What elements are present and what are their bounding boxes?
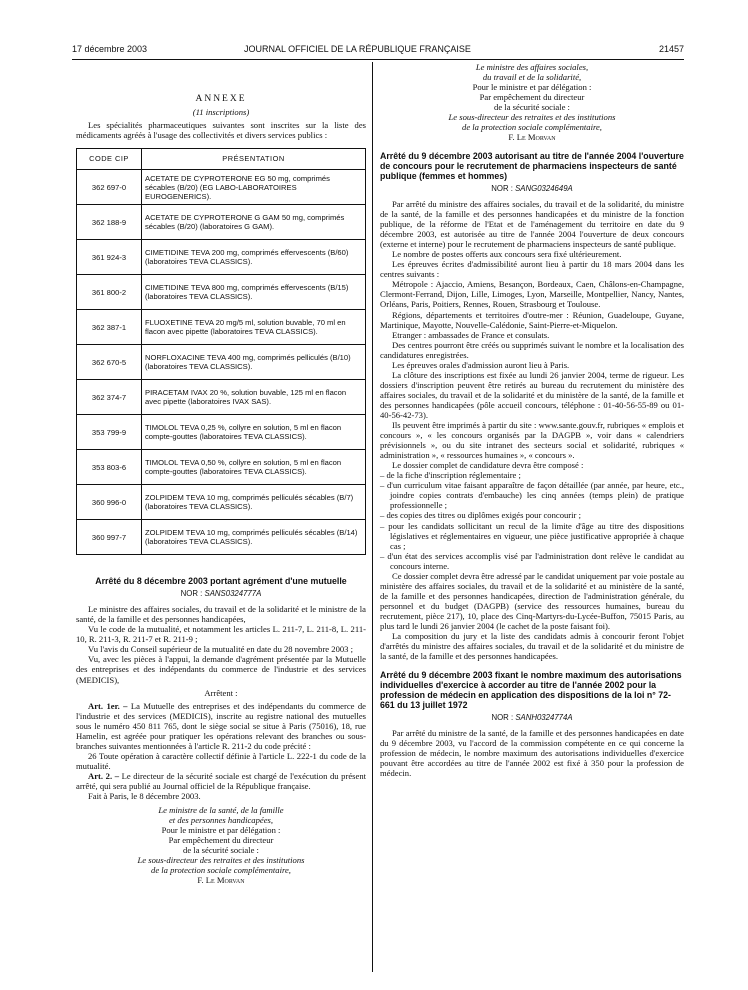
annexe-intro: Les spécialités pharmaceutiques suivantes sont inscrites sur la liste des médicaments agréés à l'usage des collectivités et divers services publics :: [76, 120, 366, 141]
article-1: [76, 701, 366, 751]
list-item: – des copies des titres ou diplômes exigés pour concourir ;: [380, 510, 581, 521]
fait-a-paris: Fait à Paris, le 8 décembre 2003.: [88, 791, 201, 802]
table-row: [77, 485, 366, 520]
arrete-2-paragraph: La clôture des inscriptions est fixée au lundi 26 janvier 2004, terme de rigueur. Les dossiers d'inscription peuvent être retirés au bureau du recrutement du ministère des affaires sociales, du travail et de la solidarité et du ministère de la santé, de la famille et des personnes handicapées (pôle accueil concours, téléphone : 01-40-56-55-89 ou 01-40-56-42-73).: [380, 369, 684, 420]
arrete-2-paragraph: Par arrêté du ministre des affaires sociales, du travail et de la solidarité, du ministre de la santé, de la famille et des personnes handicapées et du ministre de la fonction publique, de la réforme de l'Etat et de l'aménagement du territoire en date du 9 décembre 2003, est autorisée au titre de l'année 2004 l'ouverture de deux concours (externe et interne) pour le recrutement de pharmaciens inspecteurs de santé publique.: [380, 199, 684, 250]
table-row: [77, 415, 366, 450]
list-item: – d'un état des services accomplis visé par l'administration dont relève le candidat au concours interne.: [380, 550, 684, 571]
header-page-number: 21457: [658, 44, 684, 54]
page-header: [72, 44, 684, 56]
list-item: – de la fiche d'inscription réglementaire ;: [380, 470, 521, 481]
arrete-1-paragraph: Vu le code de la mutualité, et notamment les articles L. 211-7, L. 211-8, L. 211-10, R. 211-3, R. 211-7 et R. 211-9 ;: [76, 624, 366, 645]
nor-label: NOR :: [491, 712, 514, 722]
nor-label: NOR :: [180, 589, 203, 599]
annexe-title: ANNEXE: [195, 94, 247, 104]
table-row: [77, 450, 366, 485]
arretent-label: Arrêtent :: [204, 687, 238, 698]
arrete-2-paragraph: Etranger : ambassades de France et consulats.: [392, 329, 550, 340]
signature-block-top: [380, 62, 684, 142]
cip-presentation: CIMETIDINE TEVA 800 mg, comprimés effervescents (B/15) (laboratoires TEVA CLASSICS).: [142, 275, 366, 310]
cip-presentation: FLUOXETINE TEVA 20 mg/5 ml, solution buvable, 70 ml en flacon avec pipette (laboratoires TEVA CLASSICS).: [142, 310, 366, 345]
cip-table-header: [77, 149, 366, 170]
signature-line: de la protection sociale complémentaire,: [151, 865, 291, 876]
cip-code: 353 799-9: [77, 415, 142, 450]
arrete-2-paragraph: Ils peuvent être imprimés à partir du site : www.sante.gouv.fr, rubriques « emplois et concours », « les concours organisés par la DAGPB », voir dans « calendriers prévisionnels », ou du site intranet des secteurs social et solidarité, rubriques « administration », « ressources humaines », « concours ».: [380, 420, 684, 461]
signature-line: de la sécurité sociale :: [183, 845, 259, 856]
cip-code: 362 387-1: [77, 310, 142, 345]
arrete-1-title: Arrêté du 8 décembre 2003 portant agrément d'une mutuelle: [95, 576, 347, 587]
column-header-presentation: PRÉSENTATION: [142, 149, 366, 170]
cip-code: 362 670-5: [77, 345, 142, 380]
cip-presentation: ZOLPIDEM TEVA 10 mg, comprimés pelliculés sécables (B/14) (laboratoires TEVA CLASSICS).: [142, 520, 366, 555]
cip-presentation: ZOLPIDEM TEVA 10 mg, comprimés pelliculés sécables (B/7) (laboratoires TEVA CLASSICS).: [142, 485, 366, 520]
table-row: [77, 380, 366, 415]
article-1-label: Art. 1er. –: [88, 700, 128, 711]
signature-line: du travail et de la solidarité,: [482, 72, 582, 83]
signature-line: Par empêchement du directeur: [479, 92, 585, 103]
signature-line: Pour le ministre et par délégation :: [161, 825, 281, 836]
cip-code: 353 803-6: [77, 450, 142, 485]
article-1-branch: 26 Toute opération à caractère collectif définie à l'article L. 222-1 du code de la mutualité.: [76, 750, 366, 771]
table-row: [77, 520, 366, 555]
column-divider: [372, 62, 373, 972]
signature-line: Le ministre de la santé, de la famille: [158, 805, 284, 816]
arrete-2-paragraph: La composition du jury et la liste des candidats admis à concourir feront l'objet d'arrêtés du ministre des affaires sociales, du travail et de la solidarité et du ministre de la santé, de la famille et des personnes handicapées.: [380, 631, 684, 662]
cip-presentation: NORFLOXACINE TEVA 400 mg, comprimés pelliculés (B/10) (laboratoires TEVA CLASSICS).: [142, 345, 366, 380]
nor-code: SANH0324774A: [515, 712, 573, 722]
arrete-2-paragraph: Le dossier complet de candidature devra être composé :: [392, 460, 584, 471]
cip-presentation: TIMOLOL TEVA 0,50 %, collyre en solution, 5 ml en flacon compte-gouttes (laboratoires TEVA CLASSICS).: [142, 450, 366, 485]
arrete-3-title: Arrêté du 9 décembre 2003 fixant le nombre maximum des autorisations individuelles d'exercice à accorder au titre de l'année 2002 pour la profession de médecin en application des dispositions de la loi n° 72-661 du 13 juillet 1972: [380, 670, 682, 710]
arrete-2-title: Arrêté du 9 décembre 2003 autorisant au titre de l'année 2004 l'ouverture de concours pour le recrutement de pharmaciens inspecteurs de santé publique (femmes et hommes): [380, 151, 684, 182]
header-rule: [72, 59, 684, 60]
cip-presentation: TIMOLOL TEVA 0,25 %, collyre en solution, 5 ml en flacon compte-gouttes (laboratoires TEVA CLASSICS).: [142, 415, 366, 450]
left-column: [76, 94, 366, 885]
signature-name: F. Le Morvan: [508, 132, 556, 143]
arrete-2-paragraph: Des centres pourront être créés ou supprimés suivant le nombre et la localisation des candidatures enregistrées.: [380, 339, 684, 360]
nor-code: SANG0324649A: [515, 183, 573, 193]
article-2: [76, 771, 366, 791]
nor-code: SANS0324777A: [204, 589, 262, 599]
annexe-subtitle: (11 inscriptions): [192, 107, 250, 118]
table-row: [77, 275, 366, 310]
signature-line: Par empêchement du directeur: [168, 835, 274, 846]
arrete-1-paragraph: Vu l'avis du Conseil supérieur de la mutualité en date du 28 novembre 2003 ;: [88, 644, 353, 655]
cip-presentation: PIRACETAM IVAX 20 %, solution buvable, 125 ml en flacon avec pipette (laboratoires IVAX SAS).: [142, 380, 366, 415]
signature-line: Pour le ministre et par délégation :: [472, 82, 592, 93]
arrete-1-paragraph: Le ministre des affaires sociales, du travail et de la solidarité et le ministre de la santé, de la famille et des personnes handicapées,: [76, 604, 366, 625]
signature-line: de la sécurité sociale :: [494, 102, 570, 113]
table-row: [77, 240, 366, 275]
arrete-3-paragraph: Par arrêté du ministre de la santé, de la famille et des personnes handicapées en date du 9 décembre 2003, vu l'accord de la commission compétente en ce qui concerne la profession de médecin, le nombre maximum des autorisations individuelles d'exercice pouvant être accordées au titre de l'année 2002 est fixé à 350 pour la profession de médecin.: [380, 727, 684, 778]
signature-block-1: [76, 805, 366, 885]
signature-line: et des personnes handicapées,: [168, 815, 274, 826]
arrete-2-paragraph: Métropole : Ajaccio, Amiens, Besançon, Bordeaux, Caen, Châlons-en-Champagne, Clermont-Ferrand, Dijon, Lille, Limoges, Lyon, Marseille, Montpellier, Nancy, Nantes, Orléans, Paris, Poitiers, Rennes, Rouen, Strasbourg et Toulouse.: [380, 279, 684, 310]
cip-code: 360 996-0: [77, 485, 142, 520]
cip-presentation: CIMETIDINE TEVA 200 mg, comprimés effervescents (B/60) (laboratoires TEVA CLASSICS).: [142, 240, 366, 275]
arrete-3-nor: [380, 713, 684, 722]
arrete-2-paragraph: Les épreuves orales d'admission auront lieu à Paris.: [392, 359, 570, 370]
list-item: – d'un curriculum vitae faisant apparaître de façon détaillée (par année, par heure, etc., joindre copies contrats d'embauche) les cinq années (temps plein) de pratique professionnelle ;: [380, 480, 684, 511]
arrete-2-nor: [380, 184, 684, 193]
article-2-label: Art. 2. –: [88, 770, 119, 781]
cip-code: 361 800-2: [77, 275, 142, 310]
arrete-2-paragraph: Régions, départements et territoires d'outre-mer : Réunion, Guadeloupe, Guyane, Martinique, Mayotte, Nouvelle-Calédonie, Saint-Pierre-et-Miquelon.: [380, 309, 684, 330]
header-date: 17 décembre 2003: [72, 44, 148, 54]
table-row: [77, 345, 366, 380]
signature-name: F. Le Morvan: [197, 875, 245, 886]
arrete-2-paragraph: Ce dossier complet devra être adressé par le candidat uniquement par voie postale au ministère des affaires sociales, du travail et de la solidarité et au ministère de la santé, de la famille et des personnes handicapées, direction de l'administration générale, du personnel et du budget (DAGPB) (service des ressources humaines, bureau du recrutement, pièce 217), 10, place des Cinq-Martyrs-du-Lycée-Buffon, 75015 Paris, au plus tard le lundi 26 janvier 2004 (le cachet de la poste faisant foi).: [380, 570, 684, 631]
cip-code: 362 374-7: [77, 380, 142, 415]
table-row: [77, 310, 366, 345]
article-1-text: La Mutuelle des entreprises et des indépendants du commerce de l'industrie et des services (MEDICIS), inscrite au registre national des mutuelles sous le numéro 450 811 765, dont le siège social se situe à Paris (75016), 18, rue Hamelin, est agréée pour pratiquer les opérations relevant des branches ou sous-branches suivantes mentionnées à l'article R. 211-2 du code précité :: [76, 700, 366, 751]
table-row: [77, 170, 366, 205]
arrete-1-nor: [76, 589, 366, 598]
article-2-text: Le directeur de la sécurité sociale est chargé de l'exécution du présent arrêté, qui sera publié au Journal officiel de la République française.: [76, 770, 366, 791]
cip-code: 360 997-7: [77, 520, 142, 555]
arrete-2-paragraph: Le nombre de postes offerts aux concours sera fixé ultérieurement.: [392, 249, 622, 260]
header-journal-title: JOURNAL OFFICIEL DE LA RÉPUBLIQUE FRANÇAISE: [244, 44, 471, 54]
cip-code: 362 188-9: [77, 205, 142, 240]
arrete-2-paragraph: Les épreuves écrites d'admissibilité auront lieu à partir du 18 mars 2004 dans les centres suivants :: [380, 259, 684, 280]
column-header-code: CODE CIP: [77, 149, 142, 170]
right-column: [380, 62, 684, 778]
cip-code: 361 924-3: [77, 240, 142, 275]
signature-line: Le ministre des affaires sociales,: [475, 62, 589, 72]
table-row: [77, 205, 366, 240]
cip-presentation: ACETATE DE CYPROTERONE G GAM 50 mg, comprimés sécables (B/20) (laboratoires G GAM).: [142, 205, 366, 240]
cip-code: 362 697-0: [77, 170, 142, 205]
list-item: – pour les candidats sollicitant un recul de la limite d'âge au titre des dispositions législatives et réglementaires en vigueur, une pièce justificative appropriée à chaque cas ;: [380, 520, 684, 551]
nor-label: NOR :: [491, 183, 513, 193]
arrete-1-paragraph: Vu, avec les pièces à l'appui, la demande d'agrément présentée par la Mutuelle des entreprises et des indépendants du commerce de l'industrie et des services (MEDICIS),: [76, 654, 366, 685]
signature-line: de la protection sociale complémentaire,: [462, 122, 602, 133]
cip-table: [76, 148, 366, 555]
signature-line: Le sous-directeur des retraites et des institutions: [137, 855, 305, 866]
cip-presentation: ACETATE DE CYPROTERONE EG 50 mg, comprimés sécables (B/20) (EG LABO-LABORATOIRES EUROGENERICS).: [142, 170, 366, 205]
signature-line: Le sous-directeur des retraites et des institutions: [448, 112, 616, 123]
